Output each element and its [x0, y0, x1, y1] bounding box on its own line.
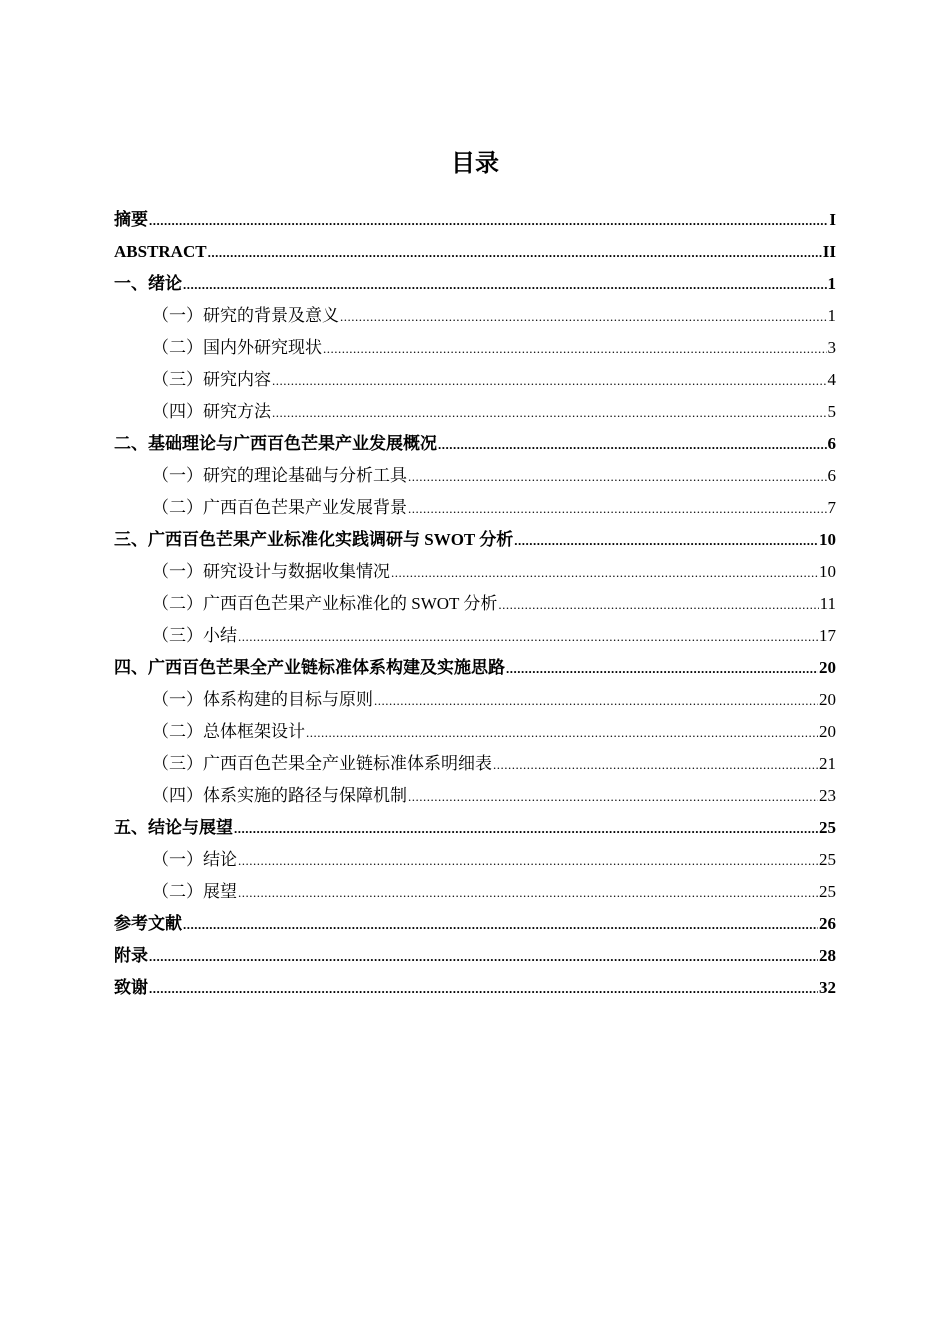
toc-entry[interactable] [114, 396, 836, 428]
toc-entry-label: （一）研究的背景及意义 [152, 306, 339, 325]
toc-entry-label: （一）研究设计与数据收集情况 [152, 562, 390, 581]
toc-entry-page-number: 1 [827, 306, 836, 325]
toc-entry-page-number: 10 [819, 562, 836, 581]
toc-entry-page-number: 7 [827, 498, 836, 517]
toc-dot-leader [238, 877, 818, 909]
toc-entry-label: （二）总体框架设计 [152, 722, 305, 741]
toc-entry-page-number: 20 [819, 658, 836, 677]
toc-entry[interactable] [114, 556, 836, 588]
toc-entry-label: （三）小结 [152, 626, 237, 645]
toc-dot-leader [149, 941, 818, 973]
toc-entry[interactable] [114, 236, 836, 268]
toc-entry-label: 参考文献 [114, 914, 182, 933]
toc-dot-leader [438, 429, 827, 461]
toc-entry-page-number: 20 [819, 722, 836, 741]
toc-entry[interactable] [114, 204, 836, 236]
toc-entry-page-number: 20 [819, 690, 836, 709]
toc-entry-page-number: 23 [819, 786, 836, 805]
toc-entry[interactable] [114, 748, 836, 780]
toc-entry-label: （四）体系实施的路径与保障机制 [152, 786, 407, 805]
toc-entry-label: （三）广西百色芒果全产业链标准体系明细表 [152, 754, 492, 773]
toc-entry[interactable] [114, 844, 836, 876]
toc-entry-label: （一）体系构建的目标与原则 [152, 690, 373, 709]
toc-entry-page-number: II [822, 242, 836, 261]
toc-dot-leader [340, 301, 827, 333]
toc-entry[interactable] [114, 940, 836, 972]
toc-dot-leader [306, 717, 818, 749]
toc-dot-leader [374, 685, 818, 717]
toc-entry[interactable] [114, 524, 836, 556]
toc-entry[interactable] [114, 652, 836, 684]
page-title: 目录 [451, 149, 499, 177]
toc-entry-page-number: 25 [819, 850, 836, 869]
toc-entry-page-number: 26 [819, 914, 836, 933]
toc-dot-leader [493, 749, 818, 781]
toc-entry-label: 三、广西百色芒果产业标准化实践调研与 SWOT 分析 [114, 530, 514, 549]
toc-dot-leader [149, 973, 818, 1005]
toc-entry[interactable] [114, 876, 836, 908]
toc-entry-label: （二）广西百色芒果产业发展背景 [152, 498, 407, 517]
toc-entry[interactable] [114, 684, 836, 716]
toc-entry[interactable] [114, 780, 836, 812]
toc-entry-label: （二）广西百色芒果产业标准化的 SWOT 分析 [152, 594, 498, 613]
toc-dot-leader [391, 557, 818, 589]
toc-dot-leader [238, 845, 818, 877]
toc-entry[interactable] [114, 972, 836, 1004]
toc-entry[interactable] [114, 492, 836, 524]
toc-entry-page-number: 32 [819, 978, 836, 997]
toc-entry[interactable] [114, 460, 836, 492]
toc-entry[interactable] [114, 300, 836, 332]
toc-entry-label: （二）展望 [152, 882, 237, 901]
toc-entry[interactable] [114, 428, 836, 460]
toc-entry-label: 四、广西百色芒果全产业链标准体系构建及实施思路 [114, 658, 505, 677]
toc-entry-page-number: 21 [819, 754, 836, 773]
toc-entry[interactable] [114, 332, 836, 364]
toc-entry[interactable] [114, 620, 836, 652]
toc-entry-label: ABSTRACT [114, 242, 207, 261]
toc-entry-label: （三）研究内容 [152, 370, 271, 389]
toc-dot-leader [183, 909, 818, 941]
toc-dot-leader [323, 333, 827, 365]
toc-dot-leader [183, 269, 827, 301]
toc-entry[interactable] [114, 268, 836, 300]
toc-entry[interactable] [114, 364, 836, 396]
toc-entry[interactable] [114, 908, 836, 940]
toc-entry-label: 附录 [114, 946, 148, 965]
toc-entry-label: 摘要 [114, 210, 148, 229]
toc-entry-page-number: 25 [819, 882, 836, 901]
toc-entry-page-number: 6 [827, 434, 836, 453]
toc-dot-leader [208, 237, 822, 269]
toc-entry-label: 二、基础理论与广西百色芒果产业发展概况 [114, 434, 437, 453]
toc-dot-leader [408, 493, 827, 525]
toc-entry-label: （一）研究的理论基础与分析工具 [152, 466, 407, 485]
toc-entry-label: 一、绪论 [114, 274, 182, 293]
toc-entry-page-number: 5 [827, 402, 836, 421]
toc-entry-page-number: I [829, 210, 836, 229]
toc-dot-leader [408, 461, 827, 493]
toc-entry-label: （二）国内外研究现状 [152, 338, 322, 357]
toc-entry-page-number: 17 [819, 626, 836, 645]
toc-entry[interactable] [114, 716, 836, 748]
toc-dot-leader [149, 205, 828, 237]
toc-dot-leader [408, 781, 818, 813]
toc-dot-leader [514, 525, 818, 557]
toc-entry-page-number: 3 [827, 338, 836, 357]
toc-dot-leader [234, 813, 818, 845]
toc-entry-label: （四）研究方法 [152, 402, 271, 421]
toc-entry-label: （一）结论 [152, 850, 237, 869]
toc-entry-page-number: 11 [819, 594, 836, 613]
toc-dot-leader [498, 589, 818, 621]
toc-entry-page-number: 1 [827, 274, 836, 293]
toc-dot-leader [272, 365, 827, 397]
toc-entry-page-number: 6 [827, 466, 836, 485]
toc-entry-label: 致谢 [114, 978, 148, 997]
toc-dot-leader [506, 653, 818, 685]
toc-entry[interactable] [114, 588, 836, 620]
table-of-contents [114, 204, 836, 1004]
toc-entry-page-number: 25 [819, 818, 836, 837]
toc-entry-page-number: 4 [827, 370, 836, 389]
toc-entry[interactable] [114, 812, 836, 844]
toc-dot-leader [272, 397, 827, 429]
toc-entry-page-number: 28 [819, 946, 836, 965]
toc-entry-label: 五、结论与展望 [114, 818, 233, 837]
toc-entry-page-number: 10 [819, 530, 836, 549]
toc-dot-leader [238, 621, 818, 653]
